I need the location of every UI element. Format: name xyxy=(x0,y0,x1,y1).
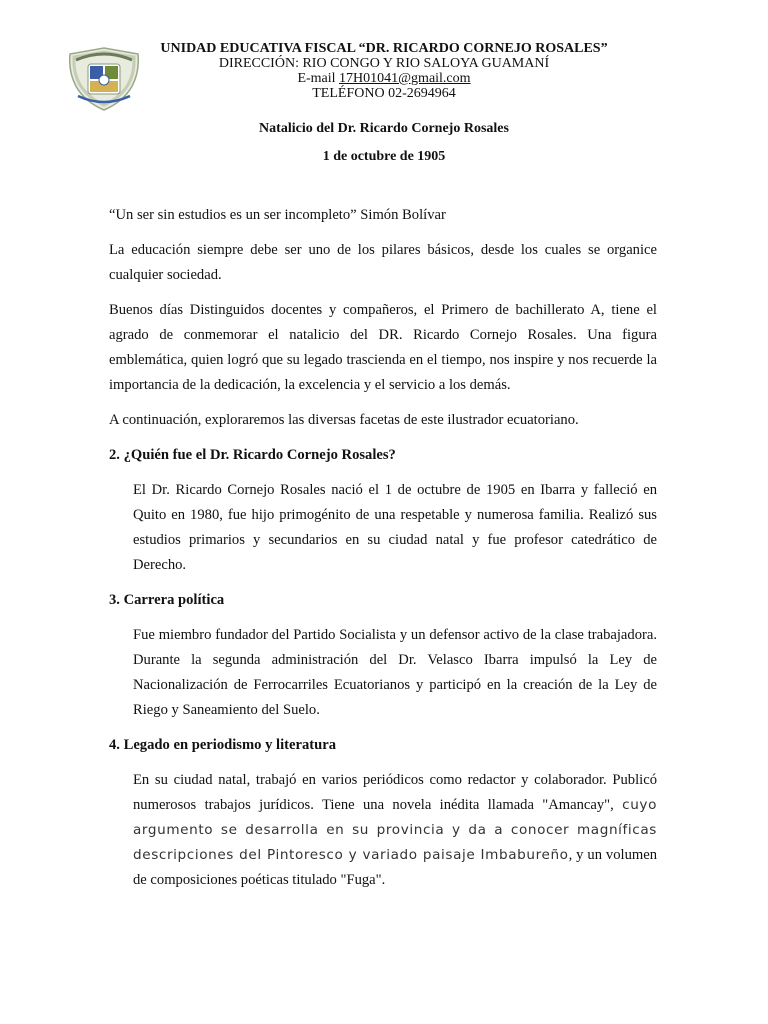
paragraph-education: La educación siempre debe ser uno de los pilares básicos, desde los cuales se organice cualquier sociedad. xyxy=(109,242,657,283)
legacy-text-part-c: , y un volumen de composiciones poéticas titulado "Fuga". xyxy=(133,847,658,888)
section-text-who: El Dr. Ricardo Cornejo Rosales nació el 1 de octubre de 1905 en Ibarra y falleció en Quito en 1980, fue hijo primogénito de una respetable y numerosa familia. Realizó sus estudios primarios y secundarios en su ciudad natal y fue profesor catedrático de Derecho. xyxy=(133,482,657,573)
section-heading-politics: 3. Carrera política xyxy=(109,592,225,608)
section-text-politics: Fue miembro fundador del Partido Socialista y un defensor activo de la clase trabajadora. Durante la segunda administración del Dr. Velasco Ibarra impulsó la Ley de Nacionalización de Ferrocarriles Ecuatorianos y participó en la creación de la Ley de Riego y Saneamiento del Suelo. xyxy=(133,627,657,718)
section-text-legacy xyxy=(109,768,657,893)
section-heading-legacy: 4. Legado en periodismo y literatura xyxy=(109,737,336,753)
school-phone: TELÉFONO 02-2694964 xyxy=(312,86,456,101)
document-body xyxy=(109,203,657,903)
school-name: UNIDAD EDUCATIVA FISCAL “DR. RICARDO CORNEJO ROSALES” xyxy=(160,41,608,56)
school-email-line xyxy=(120,71,648,86)
paragraph-greeting: Buenos días Distinguidos docentes y compañeros, el Primero de bachillerato A, tiene el agrado de conmemorar el natalicio del DR. Ricardo Cornejo Rosales. Una figura emblemática, quien logró que su legado trascienda en el tiempo, nos inspire y nos recuerde la importancia de la dedicación, la excelencia y el servicio a los demás. xyxy=(109,302,657,393)
email-label: E-mail xyxy=(297,71,340,86)
section-heading-who: 2. ¿Quién fue el Dr. Ricardo Cornejo Rosales? xyxy=(109,447,396,463)
school-address: DIRECCIÓN: RIO CONGO Y RIO SALOYA GUAMANÍ xyxy=(218,56,550,71)
paragraph-intro: A continuación, exploraremos las diversas facetas de este ilustrador ecuatoriano. xyxy=(109,412,579,428)
opening-quote: “Un ser sin estudios es un ser incompleto” Simón Bolívar xyxy=(109,207,446,223)
document-title: Natalicio del Dr. Ricardo Cornejo Rosales xyxy=(259,121,509,136)
school-header xyxy=(120,41,648,101)
email-link[interactable]: 17H01041@gmail.com xyxy=(339,71,471,86)
legacy-text-part-a: En su ciudad natal, trabajó en varios periódicos como redactor y colaborador. Publicó numerosos trabajos jurídicos. Tiene una novela inédita llamada "Amancay", xyxy=(133,772,657,813)
document-date: 1 de octubre de 1905 xyxy=(322,149,446,164)
legacy-text-part-b: cuyo argumento se desarrolla en su provincia y da a conocer magníficas descripciones del Pintoresco y variado paisaje Imbabureño xyxy=(133,797,657,863)
